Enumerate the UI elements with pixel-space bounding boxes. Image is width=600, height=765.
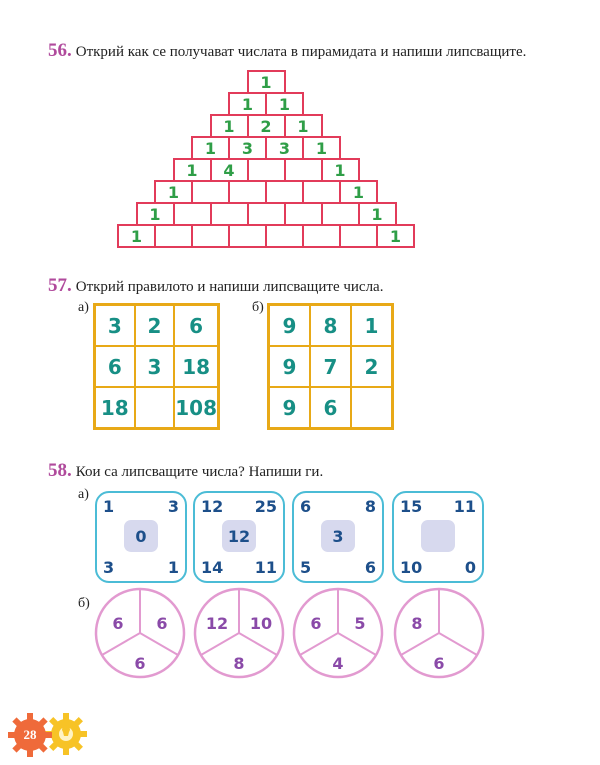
pyramid-brick[interactable]: [284, 158, 323, 182]
number-circle: [192, 586, 286, 680]
grid-a: [93, 303, 220, 430]
grid-cell[interactable]: 6: [95, 346, 135, 387]
sector-divider: [401, 633, 439, 655]
page-badge: [8, 710, 92, 760]
task-57-header: [48, 275, 383, 297]
number-circle: [93, 586, 187, 680]
pyramid-brick[interactable]: [265, 180, 304, 204]
sector-number[interactable]: 6: [112, 614, 124, 633]
center-answer-box[interactable]: 0: [124, 520, 158, 552]
corner-number: 3: [103, 558, 115, 577]
number-square: [193, 491, 285, 583]
pyramid-brick[interactable]: 1: [302, 136, 341, 160]
corner-number: 11: [453, 497, 476, 516]
pyramid-brick[interactable]: 4: [210, 158, 249, 182]
task-57-number: 57.: [48, 275, 72, 296]
task-58-label-a: а): [78, 487, 89, 502]
pyramid-brick[interactable]: [302, 180, 341, 204]
grid-cell[interactable]: [351, 387, 392, 428]
sector-number[interactable]: 8: [233, 654, 245, 673]
sector-divider: [239, 633, 277, 655]
sector-divider: [300, 633, 338, 655]
corner-number: 1: [167, 558, 179, 577]
pyramid-brick[interactable]: 2: [247, 114, 286, 138]
pyramid-brick[interactable]: [302, 224, 341, 248]
pyramid-brick[interactable]: 1: [247, 70, 286, 94]
pyramid-brick[interactable]: 1: [228, 92, 267, 116]
grid-cell[interactable]: 18: [174, 346, 218, 387]
sector-divider: [102, 633, 140, 655]
center-answer-box[interactable]: 12: [222, 520, 256, 552]
corner-number: 0: [464, 558, 476, 577]
pyramid-brick[interactable]: [154, 224, 193, 248]
sector-number[interactable]: 6: [433, 654, 445, 673]
task-58-header: [48, 460, 323, 482]
grid-cell[interactable]: 9: [269, 346, 310, 387]
pyramid-brick[interactable]: 1: [376, 224, 415, 248]
number-square: [392, 491, 484, 583]
pyramid-brick[interactable]: [284, 202, 323, 226]
corner-number: 5: [300, 558, 312, 577]
pyramid-brick[interactable]: 1: [265, 92, 304, 116]
grid-cell[interactable]: 8: [310, 305, 351, 346]
pyramid-brick[interactable]: 1: [358, 202, 397, 226]
pyramid-brick[interactable]: [191, 180, 230, 204]
sector-number[interactable]: 6: [134, 654, 146, 673]
sector-number[interactable]: 12: [205, 614, 229, 633]
sector-divider: [338, 633, 376, 655]
grid-cell[interactable]: 2: [135, 305, 175, 346]
grid-cell[interactable]: 1: [351, 305, 392, 346]
pyramid-brick[interactable]: [191, 224, 230, 248]
corner-number: 14: [201, 558, 224, 577]
grid-cell[interactable]: 7: [310, 346, 351, 387]
grid-cell[interactable]: 9: [269, 387, 310, 428]
task-57-label-b: б): [252, 300, 264, 315]
grid-cell[interactable]: [135, 387, 175, 428]
pyramid-brick[interactable]: 1: [173, 158, 212, 182]
sector-number[interactable]: 6: [310, 614, 322, 633]
grid-cell[interactable]: 3: [135, 346, 175, 387]
corner-number: 3: [167, 497, 179, 516]
pyramid-brick[interactable]: [173, 202, 212, 226]
number-square: [292, 491, 384, 583]
task-58-number: 58.: [48, 460, 72, 481]
pyramid-brick[interactable]: 1: [117, 224, 156, 248]
grid-cell[interactable]: 3: [95, 305, 135, 346]
pyramid-brick[interactable]: [228, 180, 267, 204]
pyramid-brick[interactable]: 1: [136, 202, 175, 226]
corner-number: 10: [400, 558, 423, 577]
task-57-label-a: а): [78, 300, 89, 315]
grid-cell[interactable]: 18: [95, 387, 135, 428]
sector-divider: [439, 633, 477, 655]
sector-number[interactable]: 4: [332, 654, 344, 673]
grid-cell[interactable]: 2: [351, 346, 392, 387]
page-number: 28: [23, 727, 37, 742]
grid-cell[interactable]: 6: [310, 387, 351, 428]
number-square: [95, 491, 187, 583]
task-57-instruction: Открий правилото и напиши липсващите числа.: [75, 279, 384, 295]
corner-number: 8: [364, 497, 376, 516]
sector-divider: [140, 633, 178, 655]
grid-cell[interactable]: 108: [174, 387, 218, 428]
corner-number: 15: [400, 497, 423, 516]
corner-number: 12: [201, 497, 224, 516]
number-circle: [392, 586, 486, 680]
pyramid-brick[interactable]: [265, 224, 304, 248]
pyramid-brick[interactable]: [228, 224, 267, 248]
grid-cell[interactable]: 9: [269, 305, 310, 346]
corner-number: 6: [300, 497, 312, 516]
center-answer-box[interactable]: [421, 520, 455, 552]
pyramid-brick[interactable]: 1: [339, 180, 378, 204]
pyramid-brick[interactable]: 1: [154, 180, 193, 204]
corner-number: 6: [364, 558, 376, 577]
pyramid-brick[interactable]: 1: [321, 158, 360, 182]
task-56-header: [48, 40, 526, 62]
number-circle: [291, 586, 385, 680]
pyramid-brick[interactable]: 1: [191, 136, 230, 160]
task-56-number: 56.: [48, 40, 72, 61]
grid-cell[interactable]: 6: [174, 305, 218, 346]
pyramid-brick[interactable]: [321, 202, 360, 226]
pyramid-brick[interactable]: [210, 202, 249, 226]
corner-number: 1: [103, 497, 115, 516]
pyramid-brick[interactable]: 1: [284, 114, 323, 138]
pyramid-brick[interactable]: [247, 202, 286, 226]
sector-number[interactable]: 6: [156, 614, 168, 633]
sector-number[interactable]: 5: [354, 614, 366, 633]
pyramid-brick[interactable]: [247, 158, 286, 182]
sector-number[interactable]: 8: [411, 614, 423, 633]
sector-number[interactable]: 10: [249, 614, 273, 633]
task-56-instruction: Открий как се получават числата в пирамидата и напиши липсващите.: [75, 44, 527, 60]
pyramid-brick[interactable]: 1: [210, 114, 249, 138]
center-answer-box[interactable]: 3: [321, 520, 355, 552]
pyramid-brick[interactable]: 3: [228, 136, 267, 160]
task-58-label-b: б): [78, 596, 90, 611]
pyramid-brick[interactable]: [339, 224, 378, 248]
grid-b: [267, 303, 394, 430]
task-58-instruction: Кои са липсващите числа? Напиши ги.: [75, 464, 324, 480]
corner-number: 25: [254, 497, 277, 516]
corner-number: 11: [254, 558, 277, 577]
pyramid-brick[interactable]: 3: [265, 136, 304, 160]
sector-divider: [201, 633, 239, 655]
